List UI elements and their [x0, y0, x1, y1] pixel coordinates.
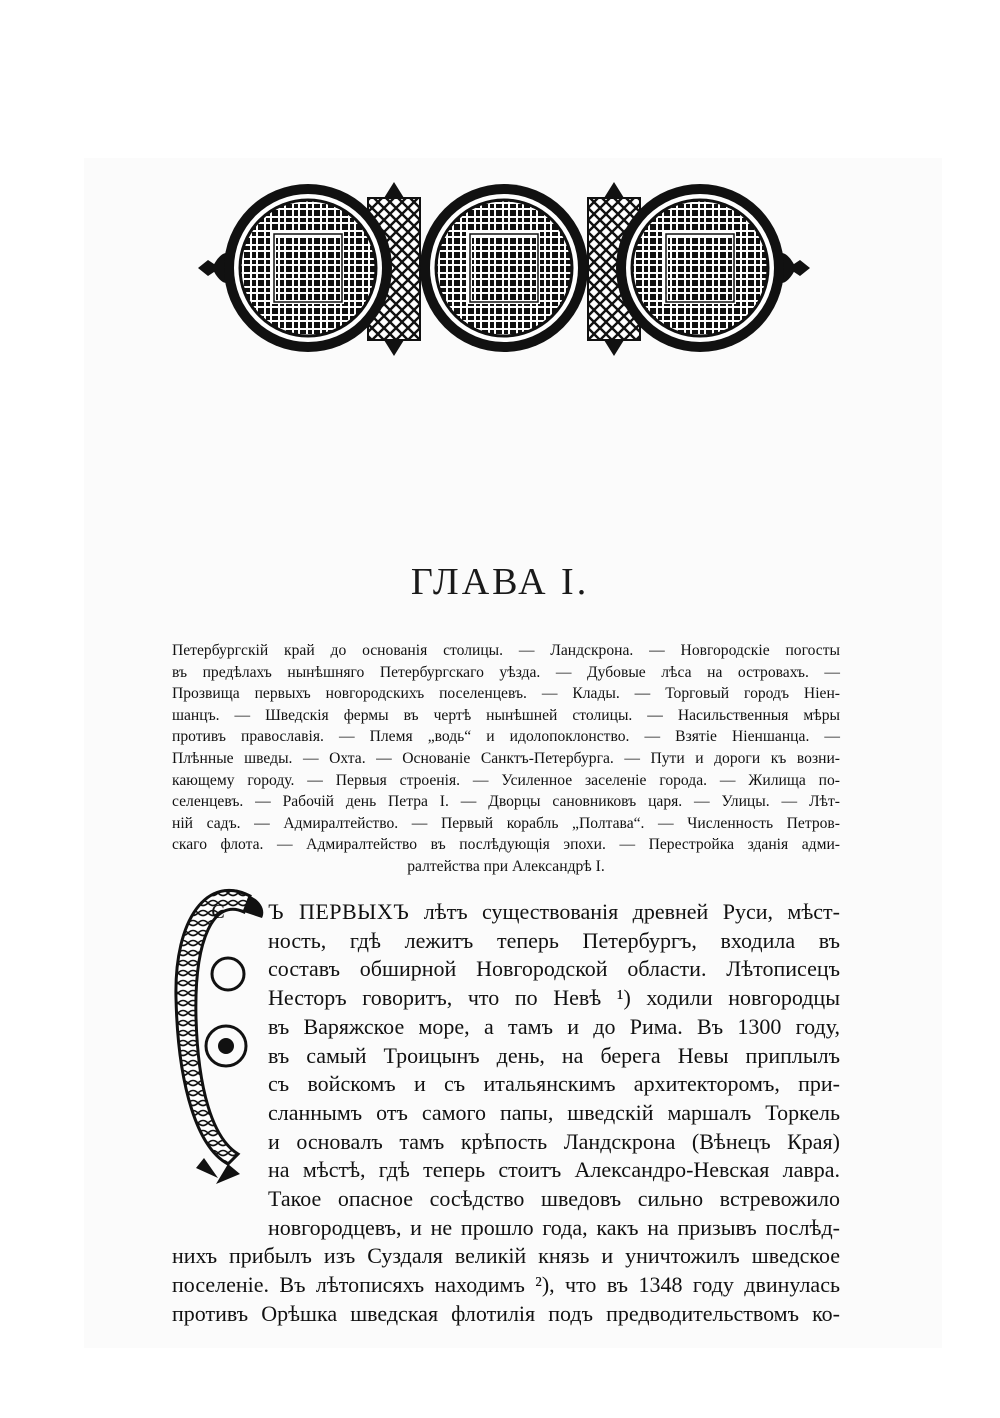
body-line: Такое опасное сосѣдство шведовъ сильно встревожило [268, 1186, 840, 1212]
body-line: нихъ прибылъ изъ Суздаля великій князь и уничтожилъ шведское [172, 1243, 840, 1269]
summary-line: кающему городу. — Первыя строенія. — Усиленное заселеніе города. — Жилища по- [172, 771, 840, 789]
summary-line: селенцевъ. — Рабочій день Петра I. — Дворцы сановниковъ царя. — Улицы. — Лѣт- [172, 793, 840, 811]
first-words: Ъ ПЕРВЫХЪ [268, 899, 410, 924]
summary-line: Петербургскій край до основанія столицы. — Ландскрона. — Новгородскіе погосты [172, 642, 840, 659]
body-line: противъ Орѣшка шведская флотилія подъ предводительствомъ ко- [172, 1300, 840, 1326]
summary-line: Прозвища первыхъ новгородскихъ поселенцевъ. — Клады. — Торговый городъ Ніен- [172, 685, 840, 703]
summary-line: ній садъ. — Адмиралтейство. — Первый корабль „Полтава“. — Численность Петров- [172, 814, 840, 832]
summary-line: ралтейства при Александрѣ I. [407, 857, 605, 875]
body-line: съ войскомъ и съ итальянскимъ архитекторомъ, при- [268, 1071, 840, 1097]
body-line: на мѣстѣ, гдѣ теперь стоитъ Александро-Невская лавра. [268, 1157, 840, 1183]
initial-letter: С [211, 901, 225, 923]
body-line: сланнымъ отъ самого папы, шведскій маршалъ Торкель [268, 1099, 840, 1125]
body-line: Несторъ говоритъ, что по Невѣ ¹) ходили новгородцы [268, 985, 840, 1011]
body-line: составъ обширной Новгородской области. Лѣтописецъ [268, 956, 840, 982]
summary-line: шанцъ. — Шведскія фермы въ чертѣ нынѣшней столицы. — Насильственныя мѣры [172, 706, 840, 724]
body-line: въ Варяжское море, а тамъ и до Рима. Въ 1300 году, [268, 1013, 840, 1039]
summary-line: скаго флота. — Адмиралтейство въ послѣдующія эпохи. — Перестройка зданія адми- [172, 836, 840, 854]
body-line: ность, гдѣ лежитъ теперь Петербургъ, входила въ [268, 927, 840, 953]
body-line: новгородцевъ, и не прошло года, какъ на призывъ послѣд- [268, 1214, 840, 1240]
body-line: и основалъ тамъ крѣпость Ландскрона (Вѣнецъ Края) [268, 1128, 840, 1154]
body-text [172, 898, 840, 1329]
first-line-rest: лѣтъ существованія древней Руси, мѣст- [409, 899, 840, 924]
chapter-summary [172, 640, 840, 878]
chapter-title: ГЛАВА I. [410, 561, 590, 603]
body-line-first [172, 898, 840, 927]
summary-line: противъ православія. — Племя „водь“ и идолопоклонство. — Взятіе Ніеншанца. — [172, 728, 840, 746]
body-line: въ самый Троицынъ день, на берега Невы приплылъ [268, 1042, 840, 1068]
body-line: поселеніе. Въ лѣтописяхъ находимъ ²), что въ 1348 году двинулась [172, 1272, 840, 1298]
summary-line: Плѣнные шведы. — Охта. — Основаніе Санктъ-Петербурга. — Пути и дороги къ возни- [172, 749, 840, 767]
summary-line: въ предѣлахъ нынѣшняго Петербургскаго уѣзда. — Дубовые лѣса на островахъ. — [172, 663, 840, 681]
headpiece-ornament [198, 178, 810, 360]
